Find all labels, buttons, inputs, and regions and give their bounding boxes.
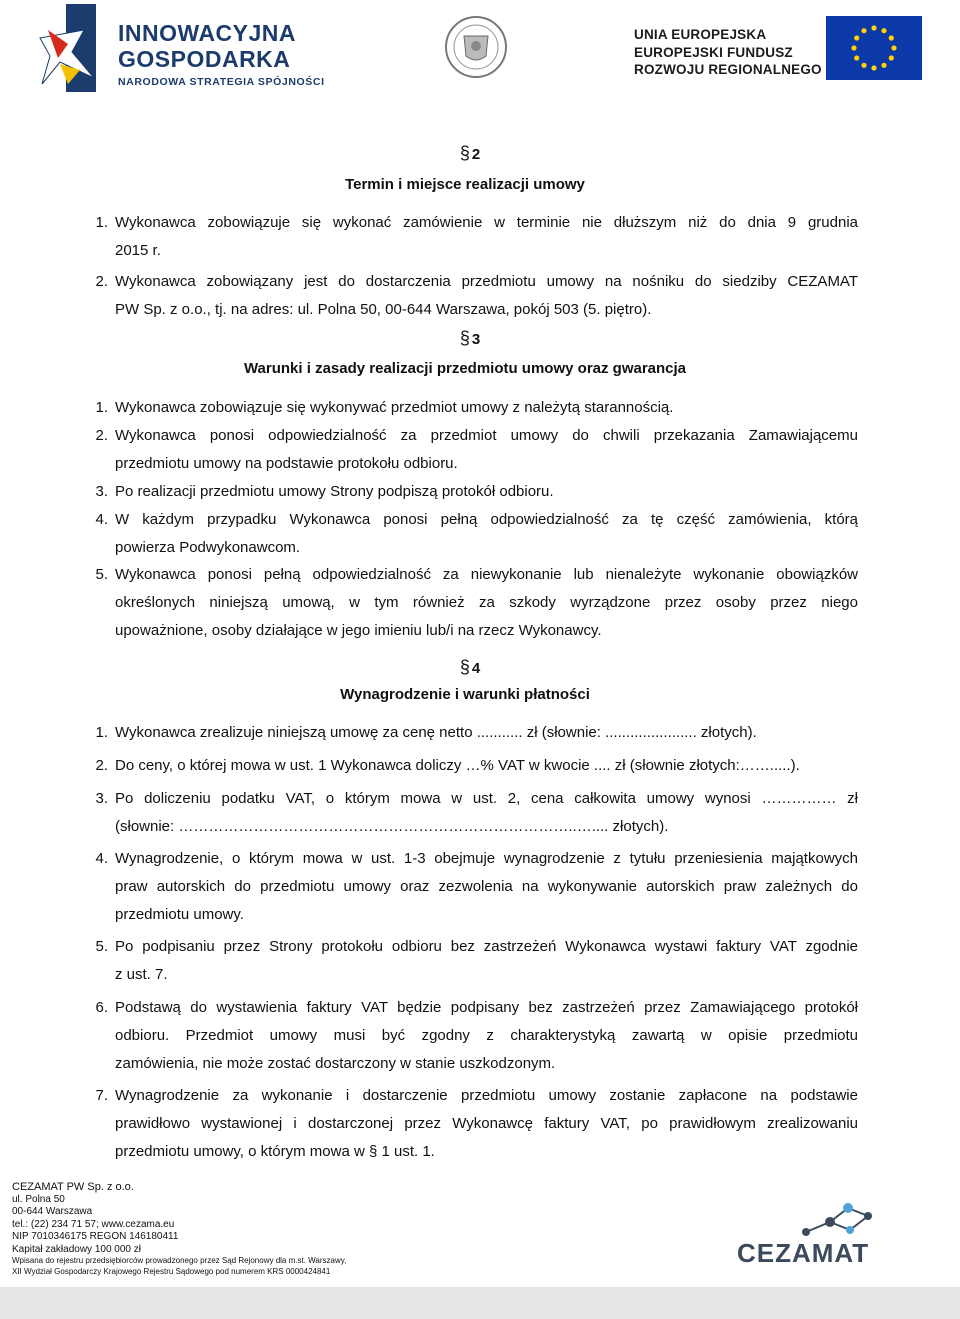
list-text-line: upoważnione, osoby działające w jego imieniu lub/i na rzecz Wykonawcy. [115,622,602,639]
list-text-line: Wykonawca zobowiązany jest do dostarczenia przedmiotu umowy na nośniku do siedziby CEZAMAT [115,273,858,290]
list-text-line: PW Sp. z o.o., tj. na adres: ul. Polna 50, 00-644 Warszawa, pokój 503 (5. piętro). [115,301,652,318]
list-number: 5. [95,566,108,583]
footer-registry-1: Wpisana do rejestru przedsiębiorców prowadzonego przez Sąd Rejonowy dla m.st. Warszawy, [12,1256,347,1265]
ig-logo-line3: NARODOWA STRATEGIA SPÓJNOŚCI [118,76,325,88]
list-text-line: Wykonawca zobowiązuje się wykonać zamówienie w terminie nie dłuższym niż do dnia 9 grudnia [115,214,858,231]
list-number: 2. [95,427,108,444]
list-number: 7. [95,1087,108,1104]
section-symbol: § [459,143,470,163]
list-text-line: Wykonawca ponosi pełną odpowiedzialność za niewykonanie lub nienależyte wykonanie obowiązków [115,566,858,583]
list-number: 3. [95,483,108,500]
list-text-line: prawidłowo wystawionej i dostarczonej przez Wykonawcę faktury VAT, po prawidłowym zrealizowaniu [115,1115,858,1132]
list-text-line: określonych niniejszą umową, w tym również za szkody wyrządzone przez osoby przez niego [115,594,858,611]
list-text-line: z ust. 7. [115,966,168,983]
list-text-line: zamówienia, nie może zostać dostarczony w stanie uszkodzonym. [115,1055,556,1072]
section-3-number [450,328,490,349]
list-text-line: przedmiotu umowy, o którym mowa w § 1 ust. 1. [115,1143,435,1160]
list-text-line: (słownie: ……………………………………………………………………..….... złotych). [115,818,669,835]
eu-logo-line2: EUROPEJSKI FUNDUSZ [634,44,793,60]
list-text-line: przedmiotu umowy. [115,906,244,923]
star-emblem-icon [38,0,118,98]
list-number: 4. [95,511,108,528]
university-seal [444,12,508,82]
list-text-line: przedmiotu umowy na podstawie protokołu odbioru. [115,455,458,472]
list-text-line: 2015 r. [115,242,161,259]
footer-contact: tel.: (22) 234 71 57; www.cezama.eu [12,1218,175,1230]
footer-registry-2: XII Wydział Gospodarczy Krajowego Rejestru Sądowego pod numerem KRS 0000424841 [12,1266,331,1276]
section-symbol: § [459,328,470,348]
list-text-line: Po realizacji przedmiotu umowy Strony podpiszą protokół odbioru. [115,483,554,500]
footer-city: 00-644 Warszawa [12,1206,93,1217]
section-4-number [450,657,490,678]
section-number: 4 [471,660,481,677]
section-4-title: Wynagrodzenie i warunki płatności [340,686,590,703]
cezamat-logo [730,1196,890,1272]
list-number: 1. [95,724,108,741]
list-number: 2. [95,273,108,290]
cezamat-logo-text: CEZAMAT [737,1238,870,1268]
list-text-line: praw autorskich do przedmiotu umowy oraz zezwolenia na wykonywanie autorskich praw zależnych do [115,878,858,895]
list-number: 5. [95,938,108,955]
innowacyjna-gospodarka-logo [38,0,338,98]
ig-logo-line1: INNOWACYJNA [118,20,297,46]
list-text-line: Po doliczeniu podatku VAT, o którym mowa w ust. 2, cena całkowita umowy wynosi …………… zł [115,790,858,807]
list-text-line: Podstawą do wystawienia faktury VAT będzie podpisany bez zastrzeżeń przez Zamawiającego protokół [115,999,858,1016]
section-number: 3 [471,331,481,348]
section-number: 2 [471,146,481,163]
list-text-line: Po podpisaniu przez Strony protokołu odbioru bez zastrzeżeń Wykonawca wystawi faktury VAT zgodnie [115,938,858,955]
list-text-line: odbioru. Przedmiot umowy musi być zgodny z charakterystyką zawartą w opisie przedmiotu [115,1027,858,1044]
eu-flag-icon [826,16,922,80]
list-text-line: Wykonawca zobowiązuje się wykonywać przedmiot umowy z należytą starannością. [115,399,674,416]
eu-logo [630,14,930,84]
eu-logo-line3: ROZWOJU REGIONALNEGO [634,62,822,77]
list-text-line: Wynagrodzenie za wykonanie i dostarczenie przedmiotu umowy zostanie zapłacone na podstawie [115,1087,858,1104]
section-2-number [450,143,490,164]
footer-street: ul. Polna 50 [12,1193,65,1205]
list-number: 6. [95,999,108,1016]
footer-company: CEZAMAT PW Sp. z o.o. [12,1181,134,1193]
footer-capital: Kapitał zakładowy 100 000 zł [12,1243,141,1255]
list-text-line: Wykonawca zrealizuje niniejszą umowę za cenę netto ........... zł (słownie: ...................... złotych). [115,724,757,741]
list-text-line: Wynagrodzenie, o którym mowa w ust. 1-3 obejmuje wynagrodzenie z tytułu przeniesienia majątkowych [115,850,858,867]
ig-logo-line2: GOSPODARKA [118,46,291,72]
list-number: 4. [95,850,108,867]
list-number: 1. [95,399,108,416]
section-symbol: § [459,657,470,677]
list-number: 2. [95,757,108,774]
section-2-title: Termin i miejsce realizacji umowy [345,176,585,193]
page-bottom-strip [0,1287,960,1319]
footer-ids: NIP 7010346175 REGON 146180411 [12,1231,179,1242]
eu-logo-line1: UNIA EUROPEJSKA [634,27,767,42]
list-text-line: Wykonawca ponosi odpowiedzialność za przedmiot umowy do chwili przekazania Zamawiającemu [115,427,858,444]
list-text-line: Do ceny, o której mowa w ust. 1 Wykonawca doliczy …% VAT w kwocie .... zł (słownie złotych:…….....). [115,757,800,774]
seal-icon [444,12,508,82]
list-number: 1. [95,214,108,231]
list-text-line: W każdym przypadku Wykonawca ponosi pełną odpowiedzialność za tę część zamówienia, którą [115,511,858,528]
list-number: 3. [95,790,108,807]
section-3-title: Warunki i zasady realizacji przedmiotu umowy oraz gwarancja [243,360,687,377]
company-footer [12,1181,346,1277]
list-text-line: powierza Podwykonawcom. [115,539,301,556]
